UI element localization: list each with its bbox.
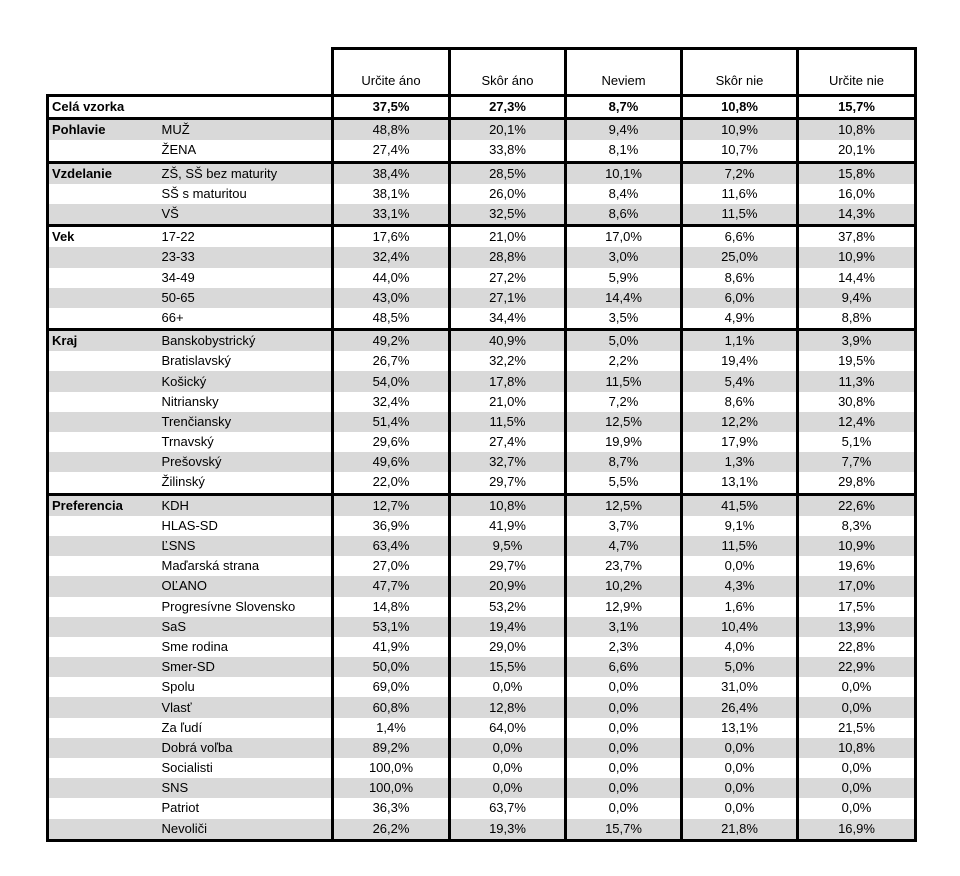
value-cell: 11,5%: [566, 371, 682, 391]
row-label: Košický: [153, 371, 333, 391]
group-label: [48, 536, 153, 556]
group-label: Vek: [48, 226, 153, 248]
row-label: Sme rodina: [161, 638, 228, 654]
value-cell: 32,7%: [450, 452, 566, 472]
value-cell: 13,1%: [682, 718, 798, 738]
value-cell: 17,8%: [450, 371, 566, 391]
value-cell: 0,0%: [798, 798, 916, 818]
value-cell: 89,2%: [333, 738, 450, 758]
value-cell: 64,0%: [450, 718, 566, 738]
value-cell: 48,8%: [333, 119, 450, 141]
table-row: [48, 536, 916, 556]
value-cell: 34,4%: [450, 308, 566, 330]
value-cell: 0,0%: [450, 677, 566, 697]
column-header: Neviem: [566, 49, 682, 96]
value-cell: 10,1%: [566, 162, 682, 184]
row-label: Vlasť: [153, 697, 333, 717]
value-cell: 6,6%: [566, 657, 682, 677]
row-label: 23-33: [153, 247, 333, 267]
value-cell: 51,4%: [333, 412, 450, 432]
row-label: Dobrá voľba: [153, 738, 333, 758]
group-label: [48, 697, 153, 717]
table-row: [48, 412, 916, 432]
column-header: Skôr nie: [682, 49, 798, 96]
table-row: [48, 371, 916, 391]
value-cell: 5,0%: [566, 330, 682, 352]
group-label: [48, 288, 153, 308]
value-cell: 15,5%: [450, 657, 566, 677]
value-cell: 27,0%: [333, 556, 450, 576]
header-blank: [48, 49, 333, 96]
table-row: [48, 140, 916, 162]
value-cell: 32,4%: [333, 392, 450, 412]
total-value: 37,5%: [333, 96, 450, 119]
table-row: [48, 556, 916, 576]
table-row: [48, 637, 916, 657]
value-cell: 7,7%: [798, 452, 916, 472]
table-row: [48, 778, 916, 798]
value-cell: 31,0%: [682, 677, 798, 697]
value-cell: 4,7%: [566, 536, 682, 556]
value-cell: 11,5%: [682, 204, 798, 226]
value-cell: 49,2%: [333, 330, 450, 352]
row-label: Bratislavský: [161, 353, 231, 369]
value-cell: 0,0%: [798, 778, 916, 798]
group-label: [48, 819, 153, 841]
value-cell: 8,6%: [682, 268, 798, 288]
table-row: [48, 697, 916, 717]
group-label: [48, 392, 153, 412]
group-label: [48, 597, 153, 617]
table-row: [48, 798, 916, 818]
table-row: [48, 288, 916, 308]
value-cell: 10,8%: [798, 119, 916, 141]
group-label: [48, 677, 153, 697]
value-cell: 5,4%: [682, 371, 798, 391]
value-cell: 10,9%: [798, 536, 916, 556]
value-cell: 19,6%: [798, 556, 916, 576]
value-cell: 13,9%: [798, 617, 916, 637]
value-cell: 17,5%: [798, 597, 916, 617]
value-cell: 19,9%: [566, 432, 682, 452]
value-cell: 0,0%: [566, 697, 682, 717]
group-label: [48, 472, 153, 494]
row-label: Socialisti: [161, 760, 213, 776]
value-cell: 16,0%: [798, 184, 916, 204]
table-row: [48, 392, 916, 412]
value-cell: 0,0%: [682, 778, 798, 798]
value-cell: 63,7%: [450, 798, 566, 818]
value-cell: 7,2%: [566, 392, 682, 412]
row-label: Trenčiansky: [153, 412, 333, 432]
table-row: [48, 576, 916, 596]
value-cell: 0,0%: [450, 738, 566, 758]
row-label: Progresívne Slovensko: [161, 598, 296, 614]
value-cell: 4,0%: [682, 637, 798, 657]
value-cell: 3,0%: [566, 247, 682, 267]
total-value: 10,8%: [682, 96, 798, 119]
value-cell: 28,5%: [450, 162, 566, 184]
total-label: Celá vzorka: [48, 96, 333, 119]
row-label: KDH: [153, 494, 333, 516]
value-cell: 6,6%: [682, 226, 798, 248]
value-cell: 11,6%: [682, 184, 798, 204]
group-label: [48, 351, 153, 371]
group-label: [48, 432, 153, 452]
value-cell: 36,3%: [333, 798, 450, 818]
value-cell: 12,9%: [566, 597, 682, 617]
value-cell: 50,0%: [333, 657, 450, 677]
value-cell: 12,7%: [333, 494, 450, 516]
value-cell: 19,4%: [450, 617, 566, 637]
group-label: [48, 778, 153, 798]
value-cell: 21,0%: [450, 392, 566, 412]
value-cell: 17,6%: [333, 226, 450, 248]
value-cell: 8,4%: [566, 184, 682, 204]
table-row: [48, 657, 916, 677]
value-cell: 12,4%: [798, 412, 916, 432]
value-cell: 10,9%: [798, 247, 916, 267]
table-row: [48, 308, 916, 330]
value-cell: 38,1%: [333, 184, 450, 204]
table-row: [48, 119, 916, 141]
value-cell: 25,0%: [682, 247, 798, 267]
value-cell: 9,4%: [566, 119, 682, 141]
total-row: [48, 96, 916, 119]
row-label: ŽENA: [161, 142, 197, 158]
value-cell: 1,6%: [682, 597, 798, 617]
row-label: Patriot: [161, 800, 200, 816]
value-cell: 10,8%: [798, 738, 916, 758]
value-cell: 0,0%: [450, 758, 566, 778]
value-cell: 5,5%: [566, 472, 682, 494]
value-cell: 16,9%: [798, 819, 916, 841]
value-cell: 0,0%: [566, 778, 682, 798]
group-label: [48, 798, 153, 818]
value-cell: 12,5%: [566, 412, 682, 432]
value-cell: 26,7%: [333, 351, 450, 371]
value-cell: 29,7%: [450, 556, 566, 576]
group-label: Vzdelanie: [48, 162, 153, 184]
value-cell: 43,0%: [333, 288, 450, 308]
value-cell: 20,1%: [798, 140, 916, 162]
value-cell: 21,8%: [682, 819, 798, 841]
group-label: [48, 657, 153, 677]
value-cell: 53,1%: [333, 617, 450, 637]
value-cell: 22,6%: [798, 494, 916, 516]
group-label: [48, 308, 153, 330]
value-cell: 1,3%: [682, 452, 798, 472]
value-cell: 8,1%: [566, 140, 682, 162]
group-label: Preferencia: [48, 494, 153, 516]
value-cell: 100,0%: [333, 778, 450, 798]
value-cell: 63,4%: [333, 536, 450, 556]
value-cell: 1,1%: [682, 330, 798, 352]
row-label: ĽSNS: [153, 536, 333, 556]
group-label: [48, 184, 153, 204]
value-cell: 21,5%: [798, 718, 916, 738]
row-label: 34-49: [161, 269, 195, 285]
value-cell: 5,0%: [682, 657, 798, 677]
value-cell: 19,4%: [682, 351, 798, 371]
row-label: Banskobystrický: [153, 330, 333, 352]
row-label: Žilinský: [161, 474, 205, 490]
value-cell: 10,4%: [682, 617, 798, 637]
value-cell: 9,4%: [798, 288, 916, 308]
value-cell: 47,7%: [333, 576, 450, 596]
group-label: Kraj: [48, 330, 153, 352]
value-cell: 41,9%: [450, 516, 566, 536]
value-cell: 23,7%: [566, 556, 682, 576]
column-header: Určite nie: [798, 49, 916, 96]
group-label: [48, 268, 153, 288]
row-label: Smer-SD: [153, 657, 333, 677]
survey-results-table: [46, 47, 917, 842]
table-row: [48, 432, 916, 452]
table-row: [48, 351, 916, 371]
value-cell: 30,8%: [798, 392, 916, 412]
value-cell: 11,5%: [450, 412, 566, 432]
value-cell: 60,8%: [333, 697, 450, 717]
row-label: ZŠ, SŠ bez maturity: [153, 162, 333, 184]
value-cell: 3,1%: [566, 617, 682, 637]
group-label: [48, 516, 153, 536]
total-value: 15,7%: [798, 96, 916, 119]
group-label: [48, 617, 153, 637]
value-cell: 32,2%: [450, 351, 566, 371]
value-cell: 4,9%: [682, 308, 798, 330]
row-label: SaS: [153, 617, 333, 637]
row-label: Nevoliči: [153, 819, 333, 841]
group-label: [48, 718, 153, 738]
value-cell: 20,9%: [450, 576, 566, 596]
row-label: Prešovský: [153, 452, 333, 472]
value-cell: 2,3%: [566, 637, 682, 657]
group-label: [48, 576, 153, 596]
value-cell: 37,8%: [798, 226, 916, 248]
value-cell: 13,1%: [682, 472, 798, 494]
value-cell: 2,2%: [566, 351, 682, 371]
row-label: Trnavský: [161, 434, 214, 450]
value-cell: 15,8%: [798, 162, 916, 184]
value-cell: 7,2%: [682, 162, 798, 184]
total-value: 8,7%: [566, 96, 682, 119]
row-label: 17-22: [153, 226, 333, 248]
value-cell: 0,0%: [566, 677, 682, 697]
total-value: 27,3%: [450, 96, 566, 119]
table-row: [48, 617, 916, 637]
value-cell: 3,7%: [566, 516, 682, 536]
table-row: [48, 204, 916, 226]
value-cell: 0,0%: [450, 778, 566, 798]
value-cell: 12,5%: [566, 494, 682, 516]
value-cell: 0,0%: [566, 718, 682, 738]
value-cell: 0,0%: [566, 798, 682, 818]
value-cell: 0,0%: [798, 758, 916, 778]
value-cell: 8,7%: [566, 452, 682, 472]
value-cell: 0,0%: [566, 738, 682, 758]
value-cell: 8,8%: [798, 308, 916, 330]
group-label: [48, 412, 153, 432]
value-cell: 19,5%: [798, 351, 916, 371]
value-cell: 8,6%: [566, 204, 682, 226]
value-cell: 3,9%: [798, 330, 916, 352]
value-cell: 9,1%: [682, 516, 798, 536]
value-cell: 14,8%: [333, 597, 450, 617]
table-row: [48, 677, 916, 697]
value-cell: 0,0%: [682, 738, 798, 758]
value-cell: 6,0%: [682, 288, 798, 308]
value-cell: 36,9%: [333, 516, 450, 536]
row-label: VŠ: [153, 204, 333, 226]
row-label: OĽANO: [153, 576, 333, 596]
value-cell: 100,0%: [333, 758, 450, 778]
table-row: [48, 452, 916, 472]
table-row: [48, 738, 916, 758]
row-label: MUŽ: [153, 119, 333, 141]
row-label: 66+: [161, 309, 184, 325]
value-cell: 12,8%: [450, 697, 566, 717]
row-label: SNS: [153, 778, 333, 798]
value-cell: 69,0%: [333, 677, 450, 697]
row-label: Maďarská strana: [161, 558, 260, 574]
value-cell: 22,9%: [798, 657, 916, 677]
value-cell: 27,1%: [450, 288, 566, 308]
table-row: [48, 330, 916, 352]
value-cell: 0,0%: [682, 798, 798, 818]
row-label: SŠ s maturitou: [161, 185, 247, 201]
table-row: [48, 516, 916, 536]
value-cell: 14,3%: [798, 204, 916, 226]
value-cell: 22,0%: [333, 472, 450, 494]
value-cell: 33,8%: [450, 140, 566, 162]
value-cell: 12,2%: [682, 412, 798, 432]
column-header: Skôr áno: [450, 49, 566, 96]
value-cell: 32,5%: [450, 204, 566, 226]
value-cell: 32,4%: [333, 247, 450, 267]
table-row: [48, 819, 916, 841]
group-label: [48, 371, 153, 391]
value-cell: 17,9%: [682, 432, 798, 452]
group-label: [48, 204, 153, 226]
value-cell: 27,4%: [450, 432, 566, 452]
table-row: [48, 184, 916, 204]
value-cell: 5,1%: [798, 432, 916, 452]
value-cell: 38,4%: [333, 162, 450, 184]
value-cell: 22,8%: [798, 637, 916, 657]
value-cell: 14,4%: [566, 288, 682, 308]
value-cell: 0,0%: [798, 677, 916, 697]
value-cell: 29,7%: [450, 472, 566, 494]
value-cell: 54,0%: [333, 371, 450, 391]
value-cell: 53,2%: [450, 597, 566, 617]
value-cell: 27,2%: [450, 268, 566, 288]
value-cell: 3,5%: [566, 308, 682, 330]
value-cell: 0,0%: [566, 758, 682, 778]
value-cell: 19,3%: [450, 819, 566, 841]
value-cell: 26,4%: [682, 697, 798, 717]
value-cell: 41,9%: [333, 637, 450, 657]
row-label: Spolu: [161, 679, 195, 695]
value-cell: 10,7%: [682, 140, 798, 162]
group-label: [48, 247, 153, 267]
row-label: Za ľudí: [161, 719, 203, 735]
value-cell: 26,0%: [450, 184, 566, 204]
value-cell: 29,0%: [450, 637, 566, 657]
group-label: [48, 637, 153, 657]
value-cell: 21,0%: [450, 226, 566, 248]
table-row: [48, 472, 916, 494]
group-label: [48, 556, 153, 576]
group-label: [48, 738, 153, 758]
value-cell: 14,4%: [798, 268, 916, 288]
value-cell: 15,7%: [566, 819, 682, 841]
group-label: Pohlavie: [48, 119, 153, 141]
table-row: [48, 758, 916, 778]
value-cell: 4,3%: [682, 576, 798, 596]
value-cell: 33,1%: [333, 204, 450, 226]
value-cell: 5,9%: [566, 268, 682, 288]
header-row: [48, 49, 916, 96]
table-row: [48, 226, 916, 248]
value-cell: 27,4%: [333, 140, 450, 162]
value-cell: 17,0%: [798, 576, 916, 596]
column-header: Určite áno: [333, 49, 450, 96]
value-cell: 0,0%: [682, 758, 798, 778]
value-cell: 8,6%: [682, 392, 798, 412]
table-row: [48, 597, 916, 617]
row-label: HLAS-SD: [161, 517, 218, 533]
value-cell: 1,4%: [333, 718, 450, 738]
value-cell: 9,5%: [450, 536, 566, 556]
value-cell: 49,6%: [333, 452, 450, 472]
value-cell: 11,3%: [798, 371, 916, 391]
value-cell: 44,0%: [333, 268, 450, 288]
value-cell: 11,5%: [682, 536, 798, 556]
value-cell: 29,8%: [798, 472, 916, 494]
table-row: [48, 268, 916, 288]
value-cell: 17,0%: [566, 226, 682, 248]
value-cell: 41,5%: [682, 494, 798, 516]
value-cell: 0,0%: [682, 556, 798, 576]
row-label: Nitriansky: [161, 393, 219, 409]
group-label: [48, 758, 153, 778]
table-row: [48, 247, 916, 267]
value-cell: 48,5%: [333, 308, 450, 330]
value-cell: 0,0%: [798, 697, 916, 717]
value-cell: 28,8%: [450, 247, 566, 267]
table-row: [48, 718, 916, 738]
group-label: [48, 452, 153, 472]
value-cell: 29,6%: [333, 432, 450, 452]
value-cell: 40,9%: [450, 330, 566, 352]
value-cell: 10,8%: [450, 494, 566, 516]
table-row: [48, 162, 916, 184]
value-cell: 26,2%: [333, 819, 450, 841]
group-label: [48, 140, 153, 162]
value-cell: 8,3%: [798, 516, 916, 536]
value-cell: 20,1%: [450, 119, 566, 141]
value-cell: 10,9%: [682, 119, 798, 141]
table-row: [48, 494, 916, 516]
row-label: 50-65: [153, 288, 333, 308]
value-cell: 10,2%: [566, 576, 682, 596]
